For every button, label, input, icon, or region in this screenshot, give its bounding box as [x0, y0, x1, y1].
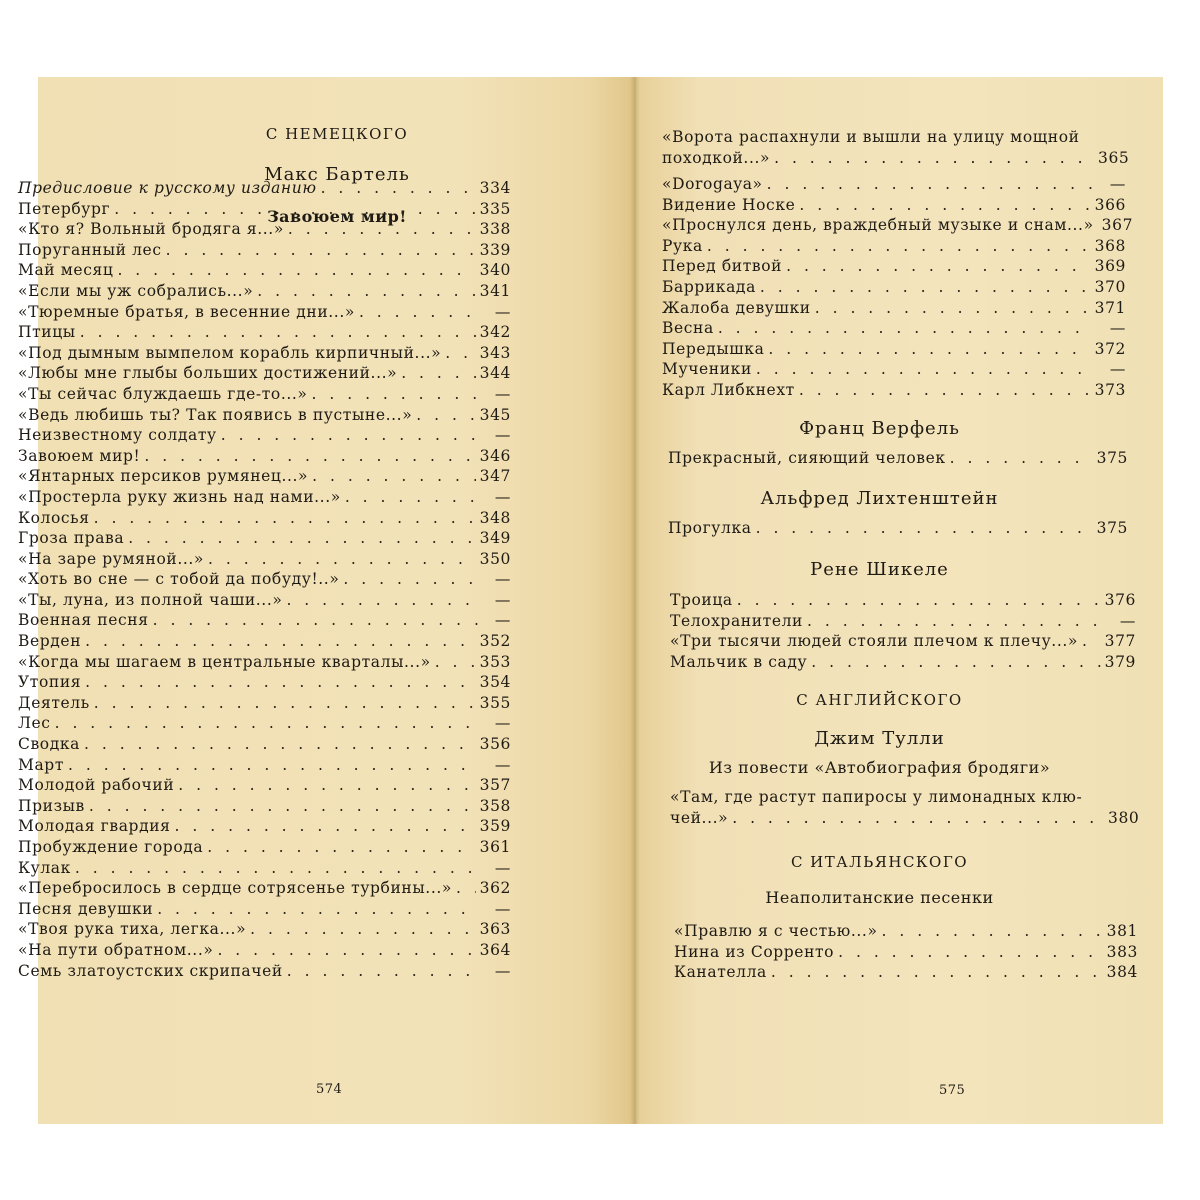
toc-entry: [18, 713, 511, 734]
toc-entry-title: Передышка: [662, 339, 765, 358]
toc-entry-title: Колосья: [18, 508, 90, 527]
toc-entry-title: Троица: [670, 591, 733, 609]
leader-dots: [114, 199, 475, 220]
toc-entry: [18, 240, 511, 261]
toc-entry-title: «Ворота распахнули и вышли на улицу мощной: [662, 128, 1080, 146]
toc-entry-title: Канателла: [674, 963, 767, 982]
toc-entry-title: Неизвестному солдату: [18, 426, 217, 445]
toc-entry-page: 370: [1094, 277, 1126, 296]
toc-entry-title: «Dorogaya»: [662, 175, 763, 193]
toc-entry-title: Молодая гвардия: [18, 817, 171, 836]
toc-entry-page: 375: [1096, 449, 1128, 467]
toc-entry: [18, 837, 511, 858]
author-heading: Джим Тулли: [814, 728, 945, 749]
toc-entry-page: 350: [479, 549, 511, 568]
toc-entry: [668, 448, 1128, 469]
leader-dots: [732, 808, 1104, 829]
toc-entry-page: 334: [479, 179, 511, 197]
toc-entry: [18, 322, 511, 343]
toc-entry-page: —: [1109, 175, 1126, 193]
toc-entry: [18, 672, 511, 693]
toc-entry-page: 342: [479, 323, 511, 342]
toc-entry-page: 340: [479, 261, 511, 280]
toc-entry-page: —: [494, 384, 511, 403]
toc-entry-title: Поруганный лес: [18, 240, 162, 259]
toc-entry-title: Призыв: [18, 796, 85, 815]
toc-entry: [18, 755, 511, 776]
toc-entry: [662, 277, 1126, 298]
toc-entry-page: —: [494, 714, 511, 733]
leader-dots: [166, 240, 476, 261]
toc-entry-title: «Три тысячи людей стояли плечом к плечу...»: [670, 632, 1078, 651]
toc-entry-page: 341: [479, 281, 511, 300]
toc-entry-page: 353: [479, 652, 511, 671]
toc-entry-title: Петербург: [18, 199, 111, 218]
leader-dots: [207, 837, 475, 858]
toc-entry-page: 338: [479, 220, 511, 239]
toc-entry-title: «Ты, луна, из полной чаши...»: [18, 590, 283, 609]
toc-entry: [18, 796, 511, 817]
toc-entry: [662, 256, 1126, 277]
leader-dots: [345, 487, 479, 508]
toc-entry: [662, 298, 1126, 319]
leader-dots: [286, 590, 479, 611]
toc-entry-page: 381: [1106, 922, 1138, 940]
leader-dots: [774, 148, 1094, 169]
toc-entry: [674, 921, 1138, 942]
toc-entry: [18, 343, 511, 364]
toc-entry: [18, 693, 511, 714]
toc-entry-title: «Хоть во сне — с тобой да побуду!..»: [18, 570, 340, 589]
toc-entry-page: —: [494, 302, 511, 321]
toc-entry: [18, 816, 511, 837]
toc-entry: [670, 631, 1136, 652]
toc-entry-title: чей...»: [670, 808, 729, 827]
author-heading: Рене Шикеле: [810, 559, 949, 580]
toc-entry-title: Прогулка: [668, 519, 752, 537]
toc-entry-page: 375: [1096, 519, 1128, 537]
leader-dots: [80, 322, 476, 343]
toc-entry-title: Мальчик в саду: [670, 652, 808, 671]
toc-entry: [18, 446, 511, 467]
toc-entry-page: 339: [479, 240, 511, 259]
toc-entry-line: [662, 148, 1130, 169]
toc-entry: [18, 734, 511, 755]
toc-entry-page: 343: [479, 343, 511, 362]
leader-dots: [786, 256, 1091, 277]
leader-dots: [288, 219, 476, 240]
toc-entry: [670, 590, 1136, 611]
toc-entry-title: «Там, где растут папиросы у лимонадных клю-: [670, 788, 1083, 806]
toc-entry: [18, 178, 511, 199]
toc-entry-title: «Любы мне глыбы больших достижений...»: [18, 364, 398, 383]
toc-entry: [662, 174, 1126, 195]
toc-entry-title: Прекрасный, сияющий человек: [668, 449, 946, 467]
toc-entry-title: походкой...»: [662, 148, 771, 167]
leader-dots: [445, 343, 475, 364]
toc-entry-page: 355: [479, 693, 511, 712]
toc-entry-title: Мученики: [662, 360, 752, 379]
toc-entry-title: «Янтарных персиков румянец...»: [18, 467, 309, 486]
toc-entry: [674, 962, 1138, 983]
toc-entry: [18, 590, 511, 611]
toc-entry-page: 379: [1104, 652, 1136, 671]
leader-dots: [950, 448, 1093, 469]
leader-dots: [94, 508, 476, 529]
toc-entry: [670, 787, 1140, 828]
toc-entry-page: 363: [479, 920, 511, 939]
toc-entry: [18, 775, 511, 796]
toc-entry-page: —: [494, 590, 511, 609]
toc-entry-page: —: [494, 426, 511, 445]
toc-entry-title: Март: [18, 755, 65, 774]
toc-entry-title: «Твоя рука тиха, легка...»: [18, 920, 247, 939]
toc-entry-title: Нина из Сорренто: [674, 942, 835, 961]
toc-entry-page: 372: [1094, 339, 1126, 358]
toc-entry-title: Военная песня: [18, 611, 149, 630]
leader-dots: [117, 260, 475, 281]
leader-dots: [799, 195, 1090, 216]
toc-entry-title: Рука: [662, 236, 703, 255]
toc-entry-line: [670, 808, 1140, 829]
toc-entry: [18, 899, 511, 920]
toc-entry-title: Утопия: [18, 673, 82, 692]
toc-entry-line: [662, 127, 1126, 148]
toc-entry-title: Май месяц: [18, 261, 114, 280]
leader-dots: [756, 359, 1094, 380]
toc-entry: [670, 652, 1136, 673]
toc-entry: [18, 508, 511, 529]
toc-entry-title: Лес: [18, 714, 51, 733]
toc-entry-page: 345: [479, 405, 511, 424]
leader-dots: [1082, 631, 1101, 652]
toc-entry: [18, 549, 511, 570]
toc-list-right: [674, 921, 1138, 983]
leader-dots: [811, 652, 1100, 673]
toc-entry-title: «На заре румяной...»: [18, 549, 205, 568]
leader-dots: [771, 962, 1103, 983]
toc-entry: [662, 318, 1126, 339]
leader-dots: [718, 318, 1094, 339]
leader-dots: [287, 961, 479, 982]
leader-dots: [128, 528, 475, 549]
leader-dots: [89, 796, 476, 817]
leader-dots: [807, 611, 1104, 632]
toc-entry: [662, 339, 1126, 360]
leader-dots: [75, 858, 479, 879]
toc-entry: [18, 302, 511, 323]
leader-dots: [157, 899, 479, 920]
toc-entry-page: 359: [479, 817, 511, 836]
toc-entry-page: —: [494, 961, 511, 980]
leader-dots: [815, 298, 1091, 319]
leader-dots: [257, 281, 475, 302]
toc-entry-page: 377: [1104, 632, 1136, 651]
leader-dots: [838, 942, 1103, 963]
toc-entry-title: «Под дымным вымпелом корабль кирпичный...»: [18, 343, 442, 362]
toc-entry-title: Предисловие к русскому изданию: [18, 179, 317, 197]
toc-entry-page: —: [494, 570, 511, 589]
toc-entry-page: 357: [479, 776, 511, 795]
page-number: 575: [939, 1083, 966, 1098]
toc-entry-page: 354: [479, 673, 511, 692]
leader-dots: [882, 921, 1103, 942]
toc-entry-title: «Тюремные братья, в весенние дни...»: [18, 302, 355, 321]
toc-entry-page: 356: [479, 735, 511, 754]
toc-entry-page: 352: [479, 632, 511, 651]
toc-entry-page: 349: [479, 529, 511, 548]
toc-entry-title: «Ты сейчас блуждаешь где-то...»: [18, 384, 308, 403]
toc-entry: [662, 236, 1126, 257]
toc-list-right: [662, 174, 1134, 401]
toc-entry-title: «Ведь любишь ты? Так появись в пустыне...»: [18, 405, 413, 424]
toc-entry-line: [670, 787, 1136, 808]
leader-dots: [217, 940, 475, 961]
toc-entry-page: —: [494, 755, 511, 774]
toc-entry: [18, 363, 511, 384]
toc-entry-page: 367: [1101, 216, 1134, 235]
toc-list-right: [668, 518, 1128, 539]
toc-list-right: [670, 590, 1136, 672]
leader-dots: [768, 339, 1090, 360]
leader-dots: [416, 405, 475, 426]
toc-entry-title: Верден: [18, 632, 82, 651]
toc-entry-page: —: [1109, 319, 1126, 338]
book-title: Завоюем мир!: [267, 207, 407, 226]
toc-entry-page: 365: [1098, 148, 1130, 167]
toc-entry: [18, 466, 511, 487]
leader-dots: [84, 734, 476, 755]
toc-entry: [662, 380, 1126, 401]
leader-dots: [55, 713, 479, 734]
leader-dots: [208, 549, 476, 570]
toc-entry-title: «На пути обратном...»: [18, 940, 214, 959]
toc-entry-title: Деятель: [18, 693, 90, 712]
leader-dots: [707, 236, 1091, 257]
toc-entry: [18, 878, 511, 899]
toc-entry-title: Птицы: [18, 323, 76, 342]
page-number: 574: [316, 1082, 343, 1097]
toc-entry-page: —: [1119, 611, 1136, 630]
toc-entry-title: «Кто я? Вольный бродяга я...»: [18, 220, 284, 239]
toc-entry: [18, 569, 511, 590]
toc-entry-page: 384: [1106, 963, 1138, 982]
toc-entry-title: Весна: [662, 319, 714, 338]
toc-entry-page: 376: [1104, 591, 1136, 609]
toc-entry: [668, 518, 1128, 539]
subtitle-heading: Из повести «Автобиография бродяги»: [708, 758, 1051, 777]
toc-entry-title: «Если мы уж собрались...»: [18, 281, 254, 300]
toc-entry: [670, 611, 1136, 632]
toc-entry-page: —: [1109, 360, 1126, 379]
leader-dots: [144, 446, 475, 467]
toc-entry: [18, 219, 511, 240]
toc-entry: [18, 405, 511, 426]
toc-entry: [18, 528, 511, 549]
toc-entry-page: 373: [1094, 380, 1126, 399]
book-gutter: [630, 77, 640, 1124]
author-heading: Франц Верфель: [799, 418, 960, 439]
leader-dots: [250, 919, 475, 940]
toc-entry: [18, 631, 511, 652]
author-heading: Альфред Лихтенштейн: [760, 488, 999, 509]
toc-entry-page: 361: [479, 838, 511, 856]
toc-entry-title: Сводка: [18, 735, 80, 754]
toc-entry-title: Гроза права: [18, 529, 125, 548]
leader-dots: [94, 693, 476, 714]
leader-dots: [799, 380, 1091, 401]
toc-entry-title: Видение Носке: [662, 195, 796, 214]
subtitle-heading: Неаполитанские песенки: [765, 888, 994, 907]
toc-entry-title: «Простерла руку жизнь над нами...»: [18, 487, 341, 506]
toc-entry-page: 348: [479, 508, 511, 527]
toc-entry: [18, 260, 511, 281]
toc-entry-page: 366: [1094, 195, 1126, 214]
toc-entry-title: Перед битвой: [662, 257, 783, 276]
leader-dots: [312, 384, 479, 405]
toc-entry-page: 368: [1094, 236, 1126, 255]
toc-entry: [662, 359, 1126, 380]
toc-entry-title: Телохранители: [670, 611, 803, 630]
toc-entry: [18, 199, 511, 220]
author-heading: Макс Бартель: [264, 164, 410, 185]
leader-dots: [737, 590, 1101, 611]
toc-entry: [18, 919, 511, 940]
toc-entry-page: 346: [479, 446, 511, 465]
toc-entry: [662, 195, 1126, 216]
section-heading: С АНГЛИЙСКОГО: [796, 691, 963, 709]
toc-entry-title: Пробуждение города: [18, 838, 204, 856]
leader-dots: [68, 755, 479, 776]
toc-entry: [18, 487, 511, 508]
leader-dots: [312, 466, 475, 487]
toc-entry-page: 369: [1094, 257, 1126, 276]
toc-entry-title: Песня девушки: [18, 899, 154, 918]
toc-entry-page: —: [494, 858, 511, 877]
toc-entry: [18, 858, 511, 879]
toc-list-left: [18, 178, 511, 981]
leader-dots: [760, 277, 1091, 298]
toc-entry: [662, 215, 1134, 236]
toc-entry: [18, 652, 511, 673]
toc-entry-page: 344: [479, 364, 511, 383]
toc-entry-page: 383: [1106, 942, 1138, 961]
leader-dots: [401, 363, 475, 384]
toc-entry-page: 371: [1094, 298, 1126, 317]
toc-entry: [18, 610, 511, 631]
toc-entry: [18, 961, 511, 982]
section-heading: С НЕМЕЦКОГО: [265, 125, 409, 143]
toc-entry-page: —: [494, 611, 511, 630]
toc-entry-title: Баррикада: [662, 277, 756, 296]
toc-entry-page: 347: [479, 467, 511, 486]
toc-list-right: [668, 448, 1128, 469]
toc-entry-title: Карл Либкнехт: [662, 380, 795, 399]
toc-entry-title: «Перебросилось в сердце сотрясенье турбины...»: [18, 879, 452, 898]
toc-entry: [18, 384, 511, 405]
toc-entry-page: 364: [479, 940, 511, 959]
leader-dots: [85, 631, 475, 652]
leader-dots: [175, 816, 476, 837]
toc-entry-title: Жалоба девушки: [662, 298, 811, 317]
toc-entry: [18, 940, 511, 961]
leader-dots: [767, 174, 1094, 195]
toc-entry-title: «Когда мы шагаем в центральные кварталы...»: [18, 652, 431, 671]
toc-entry: [18, 425, 511, 446]
toc-entry: [18, 281, 511, 302]
toc-entry-title: Завоюем мир!: [18, 446, 141, 465]
toc-entry-title: «Проснулся день, враждебный музыке и снам...»: [662, 216, 1094, 235]
leader-dots: [153, 610, 479, 631]
leader-dots: [359, 302, 479, 323]
leader-dots: [343, 569, 479, 590]
section-heading: С ИТАЛЬЯНСКОГО: [790, 853, 969, 871]
toc-entry: [674, 942, 1138, 963]
toc-entry-title: Молодой рабочий: [18, 776, 175, 795]
leader-dots: [435, 652, 476, 673]
toc-entry-page: —: [494, 487, 511, 506]
leader-dots: [85, 672, 475, 693]
toc-entry-page: 380: [1108, 808, 1140, 827]
toc-entry-page: 362: [479, 879, 511, 898]
toc-entry-page: 335: [479, 199, 511, 218]
leader-dots: [456, 878, 476, 899]
toc-entry-page: —: [494, 899, 511, 918]
leader-dots: [178, 775, 475, 796]
toc-entry-title: Кулак: [18, 858, 71, 877]
toc-entry-title: Семь златоустских скрипачей: [18, 961, 283, 980]
leader-dots: [221, 425, 479, 446]
toc-entry: [662, 127, 1130, 168]
leader-dots: [756, 518, 1093, 539]
toc-entry-page: 358: [479, 796, 511, 815]
toc-entry-title: «Правлю я с честью...»: [674, 922, 878, 940]
leader-dots: [321, 178, 476, 199]
